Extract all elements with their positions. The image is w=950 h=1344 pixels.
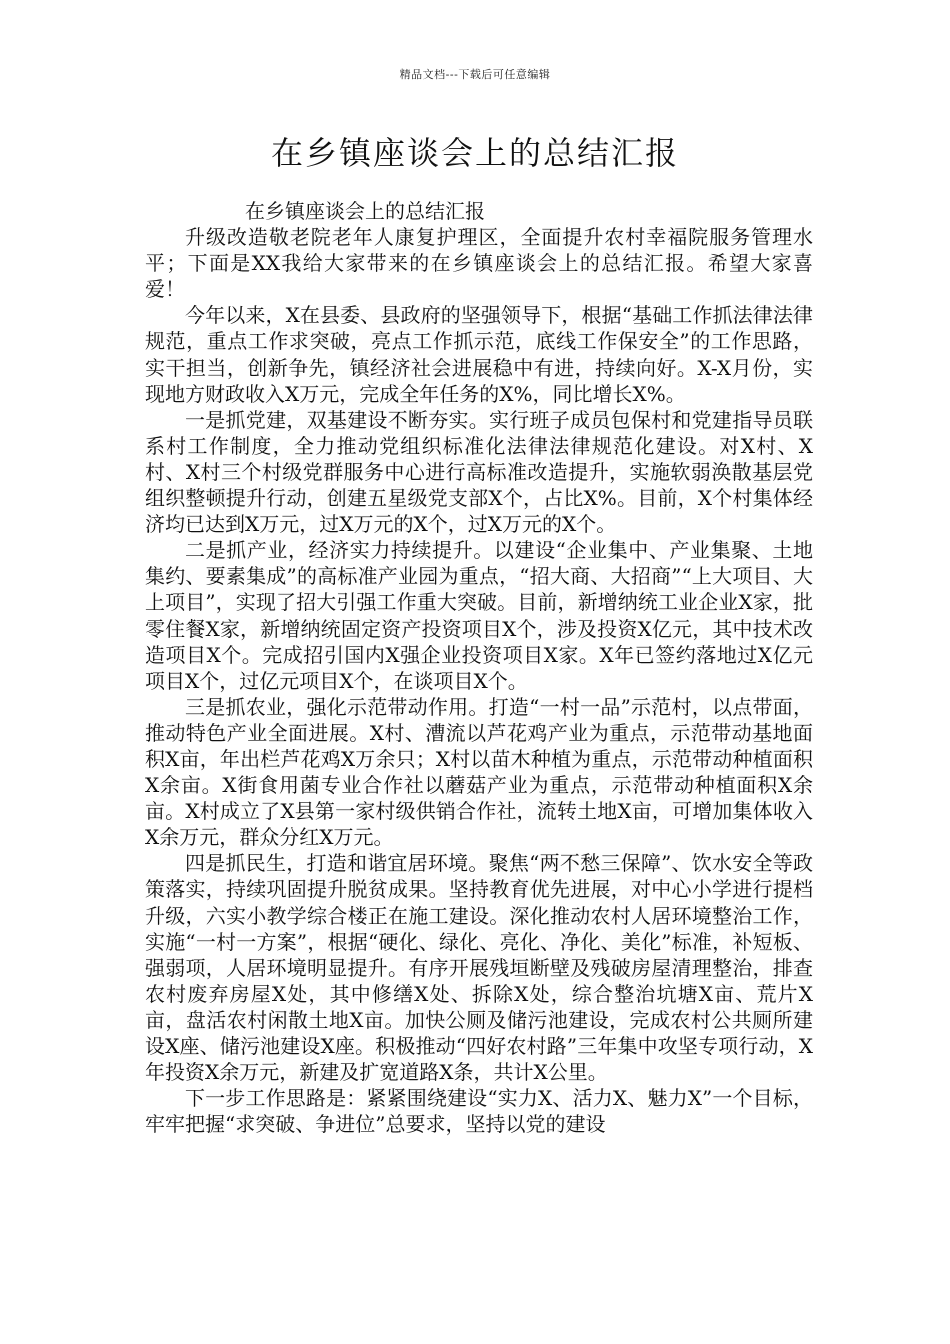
paragraph-agriculture: 三是抓农业，强化示范带动作用。打造“一村一品”示范村，以点带面，推动特色产业全面进展。X村、漕流以芦花鸡产业为重点，示范带动基地面积X亩，年出栏芦花鸡X万余只；X村以苗木种植为重点，示范带动种植面积X余亩。X街食用菌专业合作社以蘑菇产业为重点，示范带动种植面积X余亩。X村成立了X县第一家村级供销合作社，流转土地X亩，可增加集体收入X余万元，群众分红X万元。 [145, 694, 813, 850]
document-subtitle: 在乡镇座谈会上的总结汇报 [245, 199, 485, 223]
paragraph-industry: 二是抓产业，经济实力持续提升。以建设“企业集中、产业集聚、土地集约、要素集成”的高标准产业园为重点，“招大商、大招商”“上大项目、大上项目”，实现了招大引强工作重大突破。目前，新增纳统工业企业X家，批零住餐X家，新增纳统固定资产投资项目X个，涉及投资X亿元，其中技术改造项目X个。完成招引国内X强企业投资项目X家。X年已签约落地过X亿元项目X个，过亿元项目X个，在谈项目X个。 [145, 538, 813, 693]
paragraph-party-building: 一是抓党建，双基建设不断夯实。实行班子成员包保村和党建指导员联系村工作制度，全力推动党组织标准化法律法律规范化建设。对X村、X村、X村三个村级党群服务中心进行高标准改造提升，实施软弱涣散基层党组织整顿提升行动，创建五星级党支部X个，占比X%。目前，X个村集体经济均已达到X万元，过X万元的X个，过X万元的X个。 [145, 407, 813, 537]
document-body [145, 198, 813, 1137]
paragraph-next-steps: 下一步工作思路是：紧紧围绕建设“实力X、活力X、魅力X”一个目标，牢牢把握“求突破、争进位”总要求，坚持以党的建设 [145, 1086, 813, 1137]
paragraph-livelihood: 四是抓民生，打造和谐宜居环境。聚焦“两不愁三保障”、饮水安全等政策落实，持续巩固提升脱贫成果。坚持教育优先进展，对中心小学进行提档升级，六实小教学综合楼正在施工建设。深化推动农村人居环境整治工作，实施“一村一方案”，根据“硬化、绿化、亮化、净化、美化”标准，补短板、强弱项，人居环境明显提升。有序开展残垣断壁及残破房屋清理整治，排查农村废弃房屋X处，其中修缮X处、拆除X处，综合整治坑塘X亩、荒片X亩，盘活农村闲散土地X亩。加快公厕及储污池建设，完成农村公共厕所建设X座、储污池建设X座。积极推动“四好农村路”三年集中攻坚专项行动，X年投资X余万元，新建及扩宽道路X条，共计X公里。 [145, 851, 813, 1085]
paragraph-overview: 今年以来，X在县委、县政府的坚强领导下，根据“基础工作抓法律法律规范，重点工作求突破，亮点工作抓示范，底线工作保安全”的工作思路，实干担当，创新争先，镇经济社会进展稳中有进，持续向好。X-X月份，实现地方财政收入X万元，完成全年任务的X%，同比增长X%。 [145, 303, 813, 406]
paragraph-intro: 升级改造敬老院老年人康复护理区，全面提升农村幸福院服务管理水平；下面是XX我给大家带来的在乡镇座谈会上的总结汇报。希望大家喜爱！ [145, 225, 813, 302]
header-note: 精品文档---下载后可任意编辑 [399, 68, 551, 81]
document-title: 在乡镇座谈会上的总结汇报 [270, 134, 679, 172]
